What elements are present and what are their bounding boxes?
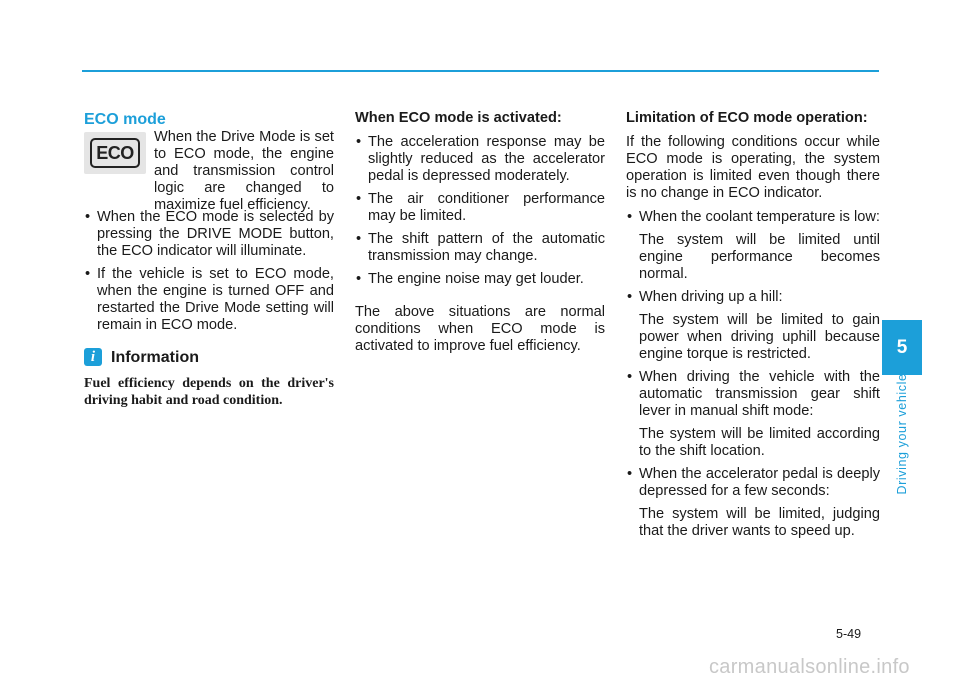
eco-bullet-list	[84, 209, 334, 334]
column-limitations	[626, 110, 880, 546]
eco-indicator-icon	[84, 132, 146, 174]
activated-bullet-list	[355, 134, 605, 288]
list-item: • The shift pattern of the automatic transmission may change.	[355, 231, 605, 265]
chapter-label: Driving your vehicle	[895, 373, 909, 495]
page-number: 5-49	[836, 627, 862, 641]
info-icon: i	[84, 348, 102, 366]
condition-item: • When driving up a hill:	[626, 289, 880, 306]
activated-heading: When ECO mode is activated:	[355, 110, 562, 126]
condition-result: The system will be limited to gain power when driving uphill because engine torque is restricted.	[639, 312, 880, 362]
list-item: • The engine noise may get louder.	[355, 271, 605, 288]
activated-note: The above situations are normal conditions when ECO mode is activated to improve fuel efficiency.	[355, 304, 605, 354]
information-header	[84, 348, 334, 366]
condition-result: The system will be limited according to the shift location.	[639, 426, 880, 459]
information-title: Information	[111, 348, 199, 366]
condition-item: • When the coolant temperature is low:	[626, 209, 880, 226]
condition-result: The system will be limited until engine performance becomes normal.	[639, 232, 880, 282]
column-when-activated	[355, 110, 605, 355]
eco-icon-label: ECO	[90, 138, 140, 168]
information-text: Fuel efficiency depends on the driver's driving habit and road condition.	[84, 376, 334, 408]
condition-item: • When driving the vehicle with the automatic transmission gear shift lever in manual shift mode:	[626, 369, 880, 420]
watermark-text: carmanualsonline.info	[709, 656, 910, 678]
limitation-intro: If the following conditions occur while ECO mode is operating, the system operation is limited even though there is no change in ECO indicator.	[626, 134, 880, 201]
list-item: • If the vehicle is set to ECO mode, when the engine is turned OFF and restarted the Drive Mode setting will remain in ECO mode.	[84, 266, 334, 334]
chapter-tab: 5	[882, 320, 922, 375]
list-item: • The acceleration response may be slightly reduced as the accelerator pedal is depressed moderately.	[355, 134, 605, 185]
column-eco-mode	[84, 110, 334, 409]
top-rule	[82, 70, 879, 72]
condition-result: The system will be limited, judging that the driver wants to speed up.	[639, 506, 880, 539]
eco-intro-block	[84, 129, 334, 213]
list-item: • The air conditioner performance may be limited.	[355, 191, 605, 225]
eco-intro-text: When the Drive Mode is set to ECO mode, the engine and transmission control logic are changed to maximize fuel efficiency.	[154, 129, 334, 213]
limitation-list	[626, 209, 880, 540]
condition-item: • When the accelerator pedal is deeply depressed for a few seconds:	[626, 466, 880, 500]
section-title: ECO mode	[84, 111, 166, 128]
limitation-heading: Limitation of ECO mode operation:	[626, 110, 868, 126]
list-item: • When the ECO mode is selected by pressing the DRIVE MODE button, the ECO indicator will illuminate.	[84, 209, 334, 260]
